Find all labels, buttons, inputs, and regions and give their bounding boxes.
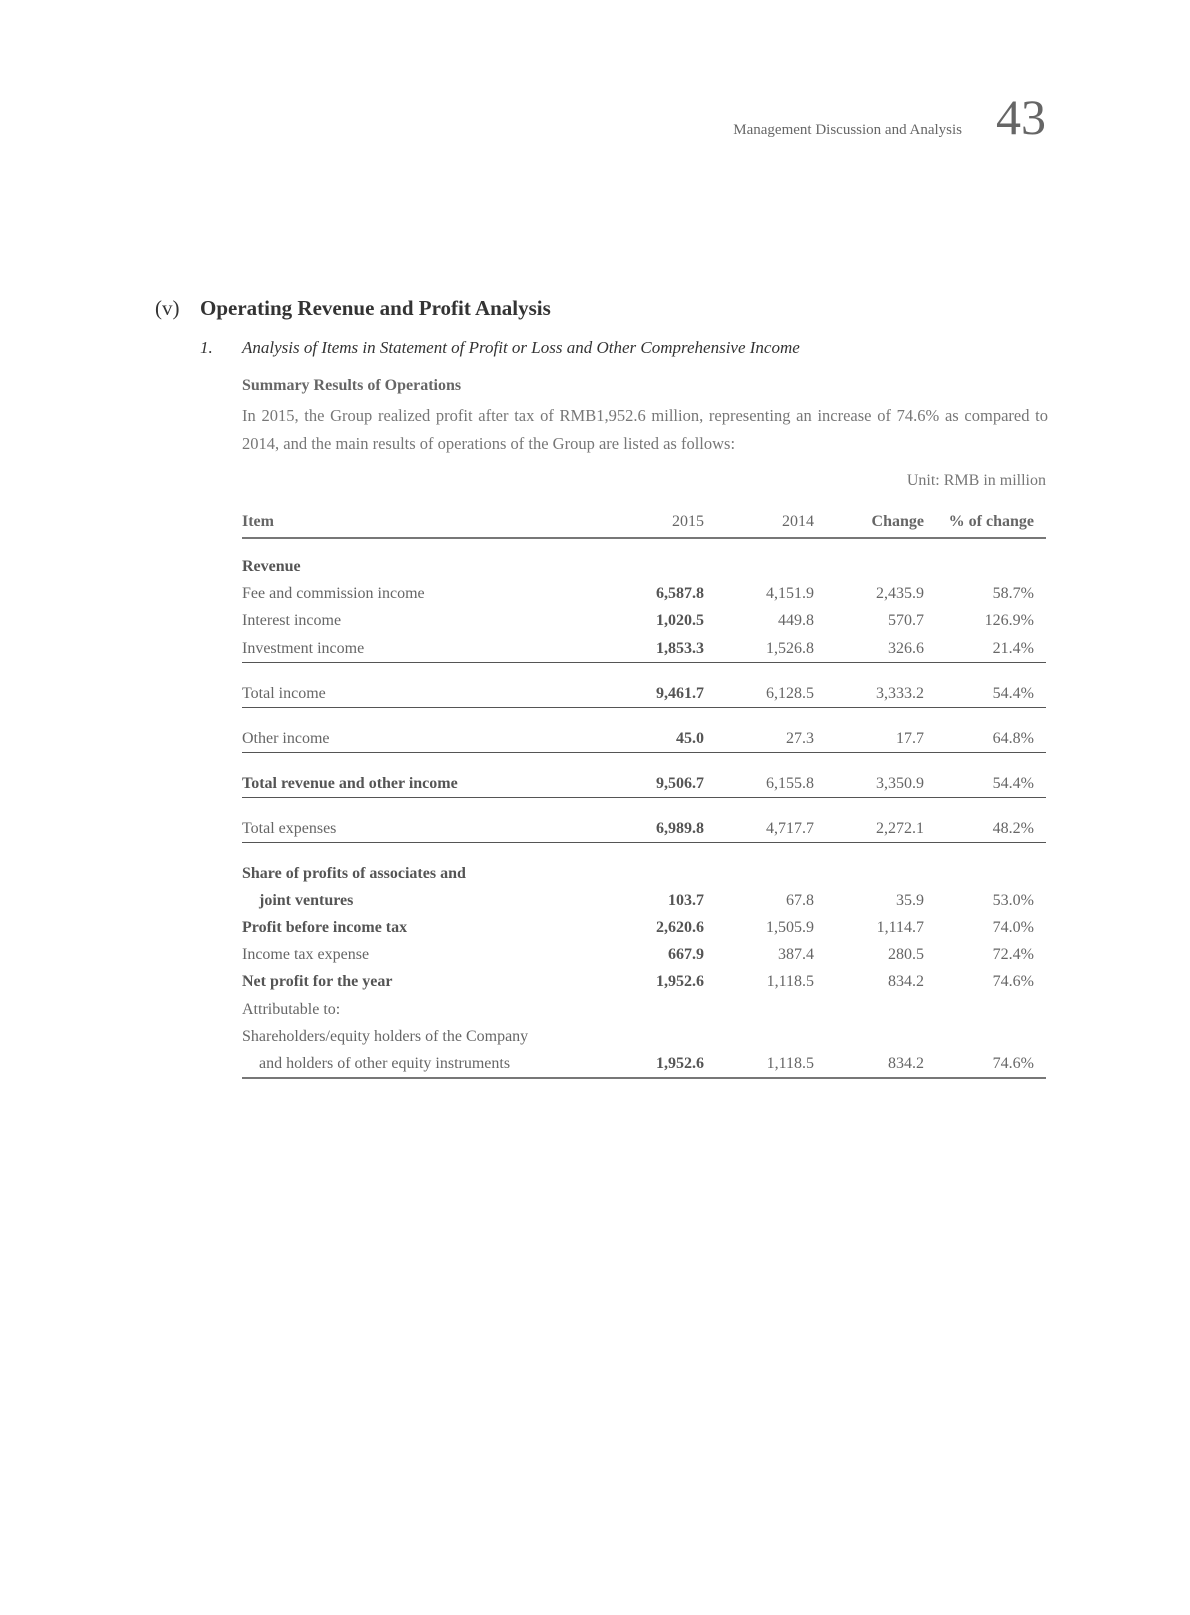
table-row <box>242 730 1046 754</box>
table-row <box>242 1028 1046 1052</box>
column-header-pct-change: % of change <box>948 513 1034 530</box>
row-label: Total revenue and other income <box>242 774 458 792</box>
table-row <box>242 640 1046 664</box>
value-2014: 387.4 <box>778 946 814 964</box>
row-label: joint ventures <box>259 891 354 909</box>
table-row <box>242 558 1046 582</box>
value-2015: 667.9 <box>668 946 704 964</box>
value-change: 17.7 <box>896 729 924 747</box>
value-2014: 67.8 <box>786 891 814 909</box>
value-pct-change: 72.4% <box>992 946 1034 964</box>
value-pct-change: 54.4% <box>992 774 1034 792</box>
section-title: Operating Revenue and Profit Analysis <box>200 296 551 320</box>
row-label: and holders of other equity instruments <box>259 1055 511 1072</box>
value-2015: 9,506.7 <box>656 774 704 792</box>
value-2014: 1,118.5 <box>766 1055 814 1072</box>
row-label: Other income <box>242 729 330 747</box>
value-2014: 4,151.9 <box>766 585 814 603</box>
table-row <box>242 865 1046 889</box>
table-header-row <box>242 513 1046 537</box>
value-2014: 6,128.5 <box>766 684 814 702</box>
column-header-change: Change <box>871 513 924 530</box>
table-row <box>242 820 1046 844</box>
value-2015: 1,020.5 <box>656 612 704 630</box>
value-pct-change: 48.2% <box>992 819 1034 837</box>
value-change: 3,333.2 <box>876 684 924 702</box>
row-rule <box>242 1077 1046 1079</box>
value-2015: 45.0 <box>676 729 704 747</box>
row-label: Revenue <box>242 558 301 575</box>
value-2014: 27.3 <box>786 729 814 747</box>
table-row <box>242 892 1046 916</box>
row-rule <box>242 707 1046 708</box>
value-change: 1,114.7 <box>876 919 924 936</box>
value-change: 2,272.1 <box>876 819 924 837</box>
row-label: Shareholders/equity holders of the Company <box>242 1027 529 1045</box>
value-change: 326.6 <box>888 639 924 657</box>
table-row <box>242 1001 1046 1025</box>
value-2015: 6,587.8 <box>656 585 704 603</box>
subsection-number: 1. <box>200 338 213 357</box>
table-row <box>242 685 1046 709</box>
value-2014: 449.8 <box>778 612 814 630</box>
row-label: Fee and commission income <box>242 585 425 603</box>
value-pct-change: 74.6% <box>992 973 1034 991</box>
value-pct-change: 74.0% <box>992 919 1034 936</box>
value-change: 834.2 <box>888 1055 924 1072</box>
row-label: Net profit for the year <box>242 973 393 991</box>
table-row <box>242 585 1046 609</box>
subsection-title: Analysis of Items in Statement of Profit or Loss and Other Comprehensive Income <box>242 338 800 357</box>
value-pct-change: 53.0% <box>992 891 1034 909</box>
row-label: Profit before income tax <box>242 919 408 936</box>
header-rule <box>242 537 1046 539</box>
value-pct-change: 126.9% <box>984 612 1034 630</box>
value-pct-change: 21.4% <box>992 639 1034 657</box>
section-number: (v) <box>155 296 180 320</box>
summary-paragraph: In 2015, the Group realized profit after tax of RMB1,952.6 million, representing an increase of 74.6% as compared to 2014, and the main results of operations of the Group are listed as follows: <box>242 406 1048 453</box>
value-change: 280.5 <box>888 946 924 964</box>
summary-heading: Summary Results of Operations <box>242 377 462 394</box>
value-change: 834.2 <box>888 973 924 991</box>
row-label: Total expenses <box>242 819 337 837</box>
value-change: 570.7 <box>888 612 924 630</box>
value-2015: 2,620.6 <box>656 919 704 936</box>
column-header-2015: 2015 <box>672 513 704 530</box>
table-row <box>242 919 1046 943</box>
table-row <box>242 1055 1046 1079</box>
value-2015: 103.7 <box>668 891 704 909</box>
unit-label: Unit: RMB in million <box>906 472 1046 489</box>
value-2014: 1,118.5 <box>766 973 814 991</box>
value-2014: 1,505.9 <box>766 919 814 936</box>
value-2015: 1,853.3 <box>656 639 704 657</box>
value-change: 3,350.9 <box>876 774 924 792</box>
row-label: Total income <box>242 684 326 702</box>
value-2015: 1,952.6 <box>656 1055 704 1072</box>
page-number: 43 <box>996 89 1046 145</box>
column-header-item: Item <box>242 513 274 530</box>
row-rule <box>242 662 1046 663</box>
row-rule <box>242 842 1046 843</box>
table-row <box>242 973 1046 997</box>
column-header-2014: 2014 <box>782 513 814 530</box>
table-row <box>242 775 1046 799</box>
value-change: 2,435.9 <box>876 585 924 603</box>
running-header: Management Discussion and Analysis <box>733 122 962 138</box>
row-rule <box>242 797 1046 798</box>
value-2015: 9,461.7 <box>656 684 704 702</box>
value-pct-change: 74.6% <box>992 1055 1034 1072</box>
value-2014: 4,717.7 <box>766 819 814 837</box>
table-row <box>242 612 1046 636</box>
value-2015: 1,952.6 <box>656 973 704 991</box>
row-rule <box>242 752 1046 753</box>
row-label: Investment income <box>242 639 365 657</box>
row-label: Income tax expense <box>242 946 370 964</box>
value-pct-change: 64.8% <box>992 729 1034 747</box>
row-label: Attributable to: <box>242 1000 341 1018</box>
row-label: Interest income <box>242 612 342 630</box>
table-row <box>242 946 1046 970</box>
value-change: 35.9 <box>896 891 924 909</box>
value-2015: 6,989.8 <box>656 819 704 837</box>
value-pct-change: 58.7% <box>992 585 1034 603</box>
row-label: Share of profits of associates and <box>242 864 466 882</box>
value-2014: 6,155.8 <box>766 774 814 792</box>
value-2014: 1,526.8 <box>766 639 814 657</box>
value-pct-change: 54.4% <box>992 684 1034 702</box>
